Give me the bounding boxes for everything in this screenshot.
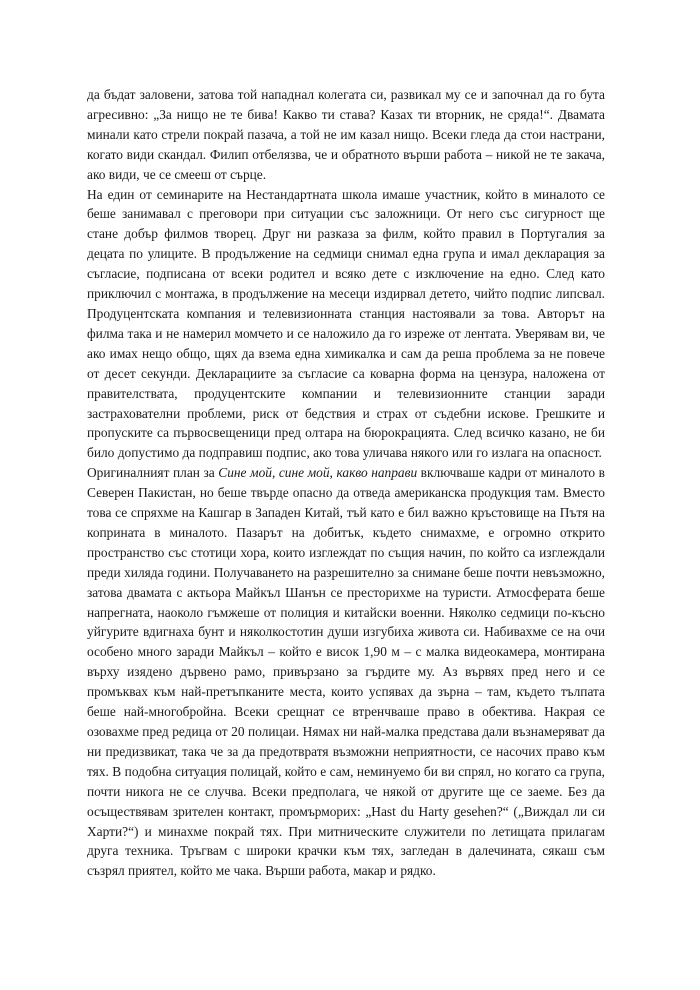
paragraph-3 [87, 463, 605, 881]
paragraph-2: На един от семинарите на Нестандартната школа имаше участник, който в миналото се беше занимавал с преговори при ситуации със заложници. От него със сигурност ще стане добър филмов творец. Друг ни разказа за филм, който правил в Португалия за децата по улиците. В продължение на седмици снимал една група и имал декларация за съгласие, подписана от всеки родител и всяко дете с изключение на едно. След като приключил с монтажа, в продължение на месеци издирвал детето, чийто подпис липсвал. Продуцентската компания и телевизионната станция настоявали за това. Авторът на филма така и не намерил момчето и се наложило да го изреже от лентата. Уверявам ви, че ако имах нещо общо, щях да взема една химикалка и сам да реша проблема за не повече от десет секунди. Декларациите за съгласие са коварна форма на цензура, наложена от правителствата, продуцентските компании и телевизионните станции заради застрахователни проблеми, риск от бедствия и страх от съдебни искове. Грешките и пропуските са първосвещеници пред олтара на бюрокрацията. След всичко казано, не би било допустимо да подправиш подпис, ако това уличава някого или го излага на опасност. [87, 186, 605, 461]
body-text [87, 85, 605, 881]
paragraph-3-lead: Оригиналният план за [87, 465, 219, 481]
paragraph-3-rest: включваше кадри от миналото в Северен Пакистан, но беше твърде опасно да отведа американска продукция там. Вместо това се спряхме на Кашгар в Западен Китай, тъй като е бил важно кръстовище на Пътя на коприната в миналото. Пазарът на добитък, където снимахме, е огромно открито пространство със стотици хора, които изглеждат по същия начин, по който са изглеждали преди хиляда години. Получаването на разрешително за снимане беше почти невъзможно, затова двамата с актьора Майкъл Шанън се престорихме на туристи. Атмосферата беше напрегната, наоколо гъмжеше от полиция и китайски военни. Няколко седмици по-късно уйгурите вдигнаха бунт и няколкостотин души изгубиха живота си. Набивахме се на очи особено много заради Майкъл – който е висок 1,90 м – с малка видеокамера, монтирана върху изядено дървено рамо, привързано за гърдите му. Аз вървях пред него и се промъквах към най-претъпканите места, които успявах да зърна – там, където тълпата беше най-многобройна. Всеки срещнат се втренчваше право в обектива. Накрая се озовахме пред редица от 20 полицаи. Нямах ни най-малка представа дали възнамеряват да ни предизвикат, така че за да предотвратя възможни неприятности, се насочих право към тях. В подобна ситуация полицай, който е сам, неминуемо би ви спрял, но когато са група, почти никога не се случва. Всеки предполага, че някой от другите ще се заеме. Без да осъществявам зрителен контакт, промърморих: „Hast du Harty gesehen?“ („Виждал ли си Харти?“) и минахме покрай тях. При митническите служители по летищата прилагам друга техника. Тръгвам с широки крачки към тях, загледан в далечината, сякаш съм съзрял приятел, който ме чака. Върши работа, макар и рядко. [87, 465, 605, 879]
paragraph-1: да бъдат заловени, затова той нападнал колегата си, развикал му се и започнал да го бута агресивно: „За нищо не те бива! Какво ти става? Казах ти вторник, не сряда!“. Двамата минали като стрели покрай пазача, а той не им казал нищо. Всеки гледа да стои настрани, когато види скандал. Филип отбелязва, че и обратното върши работа – никой не те закача, ако види, че се смееш от сърце. [87, 87, 605, 182]
film-title: Сине мой, сине мой, какво направи [218, 465, 418, 481]
